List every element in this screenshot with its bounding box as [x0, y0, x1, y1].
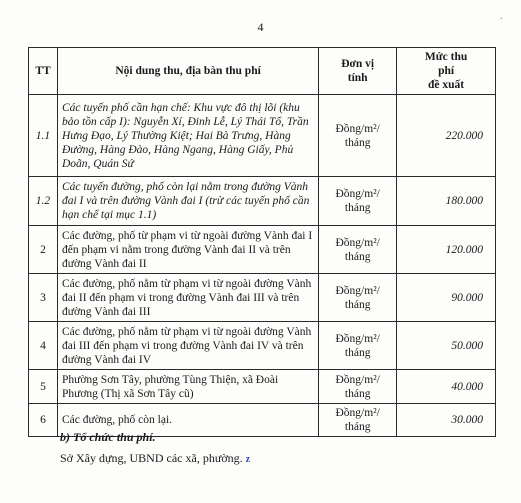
- header-fee-line2: phí: [438, 65, 455, 77]
- row-unit-line2: tháng: [344, 298, 371, 311]
- row-content: Các đường, phố nằm từ phạm vi từ ngoài đường Vành đai II đến phạm vi trong đường Vành đai III và trên đường Vành đai III: [57, 274, 318, 322]
- row-unit-line1: Đồng/m²/: [335, 373, 380, 386]
- row-fee: 90.000: [397, 274, 496, 322]
- header-unit: [319, 48, 397, 95]
- table-row: [29, 370, 496, 404]
- table-row: [29, 274, 496, 322]
- row-tt: 1.1: [29, 95, 58, 177]
- section-body-text: Sở Xây dựng, UBND các xã, phường.: [60, 451, 243, 465]
- row-fee: 120.000: [397, 226, 496, 274]
- row-tt: 1.2: [29, 177, 58, 226]
- row-unit: [319, 95, 397, 177]
- header-fee: [397, 48, 496, 95]
- row-unit-line1: Đồng/m²/: [335, 188, 380, 200]
- row-unit-line1: Đồng/m²/: [335, 122, 380, 135]
- row-unit-line2: tháng: [344, 346, 371, 359]
- table-row: [29, 95, 496, 177]
- header-fee-line3: đề xuất: [428, 79, 465, 91]
- header-unit-line2: tính: [347, 72, 368, 84]
- row-tt: 6: [29, 404, 58, 437]
- row-unit-line2: tháng: [344, 421, 371, 433]
- header-fee-line1: Mức thu: [424, 51, 468, 63]
- header-unit-line1: Đơn vị: [341, 58, 375, 70]
- row-unit-line1: Đồng/m²/: [335, 284, 380, 297]
- row-fee: 30.000: [397, 404, 496, 437]
- row-tt: 5: [29, 370, 58, 404]
- section-body: [60, 451, 250, 466]
- row-unit-line2: tháng: [344, 136, 371, 149]
- row-fee: 40.000: [397, 370, 496, 404]
- header-tt: TT: [29, 48, 58, 95]
- row-tt: 3: [29, 274, 58, 322]
- row-unit-line1: Đồng/m²/: [335, 332, 380, 345]
- row-unit: [319, 274, 397, 322]
- row-content: Các tuyến đường, phố còn lại nằm trong đường Vành đai I và trên đường Vành đai I (trừ các tuyến phố cần hạn chế tại mục 1.1): [57, 177, 318, 226]
- row-unit-line2: tháng: [344, 202, 371, 214]
- row-unit-line2: tháng: [344, 250, 371, 263]
- table-header-row: [29, 48, 496, 95]
- table-row: [29, 322, 496, 370]
- row-unit: [319, 404, 397, 437]
- row-unit-line2: tháng: [344, 387, 371, 400]
- corner-mark: ·: [499, 14, 503, 25]
- row-unit-line1: Đồng/m²/: [335, 407, 380, 419]
- table-row: [29, 226, 496, 274]
- section-heading: b) Tổ chức thu phí.: [60, 430, 156, 444]
- row-content: Các đường, phố từ phạm vi từ ngoài đường Vành đai I đến phạm vi nằm trong đường Vành đai II và trên đường Vành đai II: [57, 226, 318, 274]
- row-content: Phường Sơn Tây, phường Tùng Thiện, xã Đoài Phương (Thị xã Sơn Tây cũ): [57, 370, 318, 404]
- row-unit: [319, 226, 397, 274]
- row-unit-line1: Đồng/m²/: [335, 236, 380, 249]
- row-content: Các đường, phố nằm từ phạm vi từ ngoài đường Vành đai III đến phạm vi trong đường Vành đai IV và trên đường Vành đai IV: [57, 322, 318, 370]
- row-unit: [319, 322, 397, 370]
- row-fee: 180.000: [397, 177, 496, 226]
- row-content: Các đường, phố còn lại.: [57, 404, 318, 437]
- row-content: Các tuyến phố cần hạn chế: Khu vực đô thị lõi (khu bảo tồn cấp I): Nguyễn Xí, Đinh Lễ, Lý Thái Tổ, Trần Hưng Đạo, Lý Thường Kiệt; Hai Bà Trưng, Hàng Đường, Hàng Đào, Hàng Ngang, Hàng Giấy, Phủ Doãn, Quán Sứ: [57, 95, 318, 177]
- table-row: [29, 177, 496, 226]
- fee-table: [28, 47, 496, 437]
- handwritten-mark: z: [245, 454, 251, 465]
- header-content: Nội dung thu, địa bàn thu phí: [57, 48, 318, 95]
- row-unit: [319, 370, 397, 404]
- row-fee: 50.000: [397, 322, 496, 370]
- row-tt: 4: [29, 322, 58, 370]
- row-tt: 2: [29, 226, 58, 274]
- row-fee: 220.000: [397, 95, 496, 177]
- row-unit: [319, 177, 397, 226]
- page-number: 4: [257, 20, 264, 34]
